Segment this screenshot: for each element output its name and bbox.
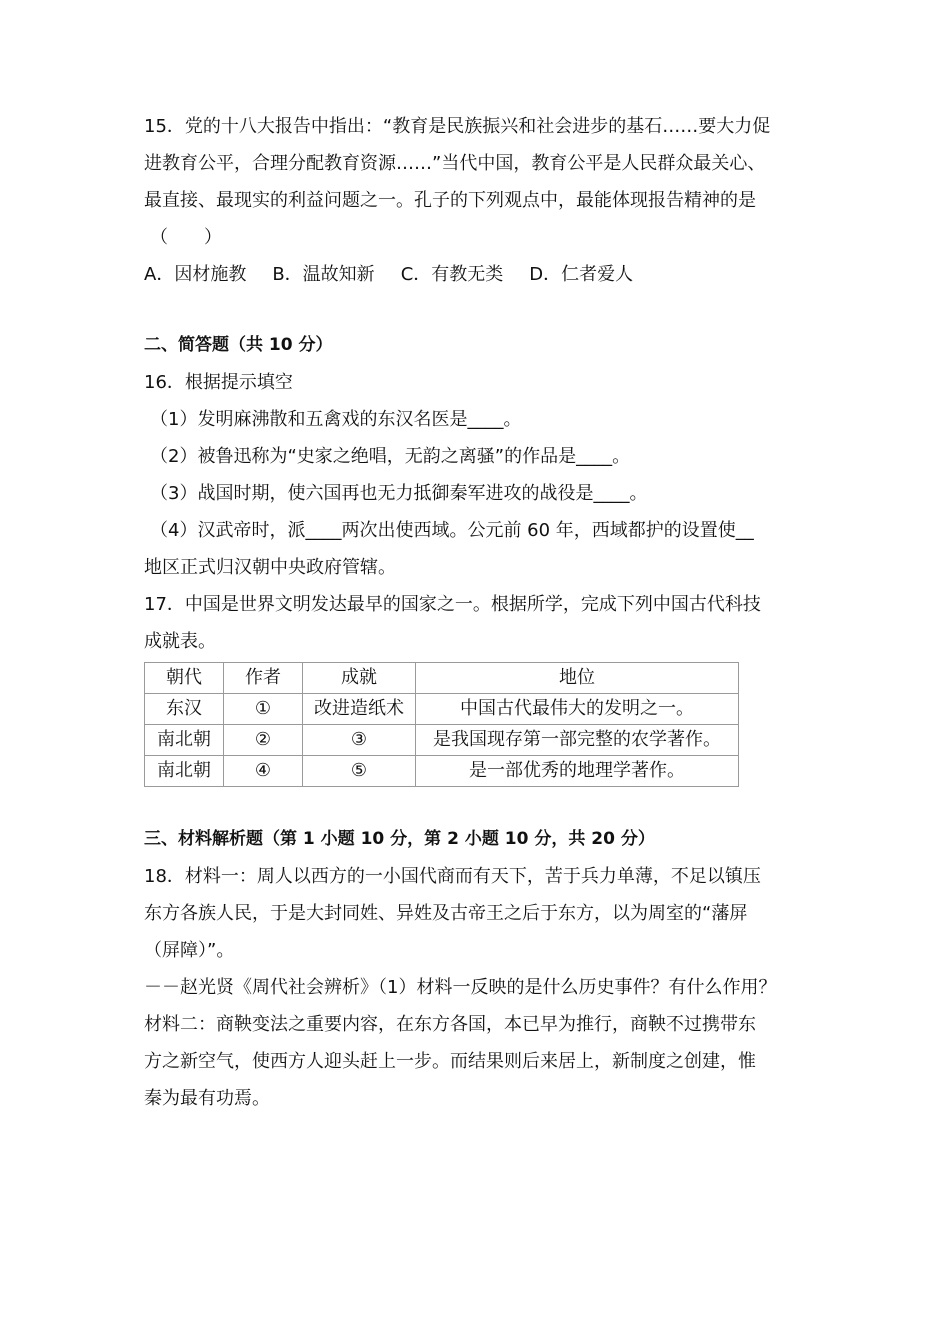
q16-item-4: （4）汉武帝时，派____两次出使西域。公元前 60 年，西域都护的设置使__ [150,520,754,541]
q18-line: （屏障）”。 [144,940,235,961]
q15-answer-bracket: （ ） [150,227,222,248]
q15-line: 进教育公平，合理分配教育资源……”当代中国，教育公平是人民群众最关心、 [144,153,766,174]
table-cell: ⑤ [303,756,416,787]
table-cell: 是我国现存第一部完整的农学著作。 [416,725,739,756]
table-cell: ② [224,725,303,756]
table-row [145,694,739,725]
option-c: C．有教无类 [400,264,504,285]
section-3-heading: 三、材料解析题（第 1 小题 10 分，第 2 小题 10 分，共 20 分） [144,829,655,849]
q18-line: 方之新空气，使西方人迎头赶上一步。而结果则后来居上，新制度之创建，惟 [144,1051,756,1072]
table-row [145,725,739,756]
table-cell: 东汉 [145,694,224,725]
q15-line: 最直接、最现实的利益问题之一。孔子的下列观点中，最能体现报告精神的是 [144,190,756,211]
table-cell: ④ [224,756,303,787]
question-16 [144,364,812,586]
table-row [145,756,739,787]
q15-options [144,256,812,293]
q16-item-2: （2）被鲁迅称为“史家之绝唱，无韵之离骚”的作品是____。 [150,446,631,467]
table-cell: 中国古代最伟大的发明之一。 [416,694,739,725]
q16-item-3: （3）战国时期，使六国再也无力抵御秦军进攻的战役是____。 [150,483,648,504]
exam-page [144,108,812,1117]
q16-item-1: （1）发明麻沸散和五禽戏的东汉名医是____。 [150,409,522,430]
q16-item-4-continuation: 地区正式归汉朝中央政府管辖。 [144,557,396,578]
table-header-cell: 作者 [224,663,303,694]
achievements-table [144,662,739,787]
q17-line: 成就表。 [144,631,216,652]
question-15 [144,108,812,293]
q18-line: 18．材料一：周人以西方的一小国代商而有天下，苦于兵力单薄，不足以镇压 [144,866,761,887]
table-header-cell: 地位 [416,663,739,694]
table-cell: 南北朝 [145,756,224,787]
table-cell: 南北朝 [145,725,224,756]
option-b: B．温故知新 [272,264,375,285]
question-17 [144,586,812,787]
table-header-row [145,663,739,694]
table-cell: 改进造纸术 [303,694,416,725]
q18-line: －－赵光贤《周代社会辨析》（1）材料一反映的是什么历史事件？有什么作用？ [144,977,777,998]
q18-line: 秦为最有功焉。 [144,1088,270,1109]
q15-line: 15．党的十八大报告中指出：“教育是民族振兴和社会进步的基石……要大力促 [144,116,771,137]
option-d: D．仁者爱人 [529,264,634,285]
table-cell: 是一部优秀的地理学著作。 [416,756,739,787]
q17-line: 17．中国是世界文明发达最早的国家之一。根据所学，完成下列中国古代科技 [144,594,761,615]
table-header-cell: 朝代 [145,663,224,694]
option-a: A．因材施教 [144,264,247,285]
table-header-cell: 成就 [303,663,416,694]
table-cell: ① [224,694,303,725]
q16-stem: 16．根据提示填空 [144,372,293,393]
question-18 [144,858,812,1117]
section-2-heading: 二、简答题（共 10 分） [144,335,333,355]
table-cell: ③ [303,725,416,756]
q18-line: 材料二：商鞅变法之重要内容，在东方各国，本已早为推行，商鞅不过携带东 [144,1014,756,1035]
q18-line: 东方各族人民，于是大封同姓、异姓及古帝王之后于东方，以为周室的“藩屏 [144,903,748,924]
